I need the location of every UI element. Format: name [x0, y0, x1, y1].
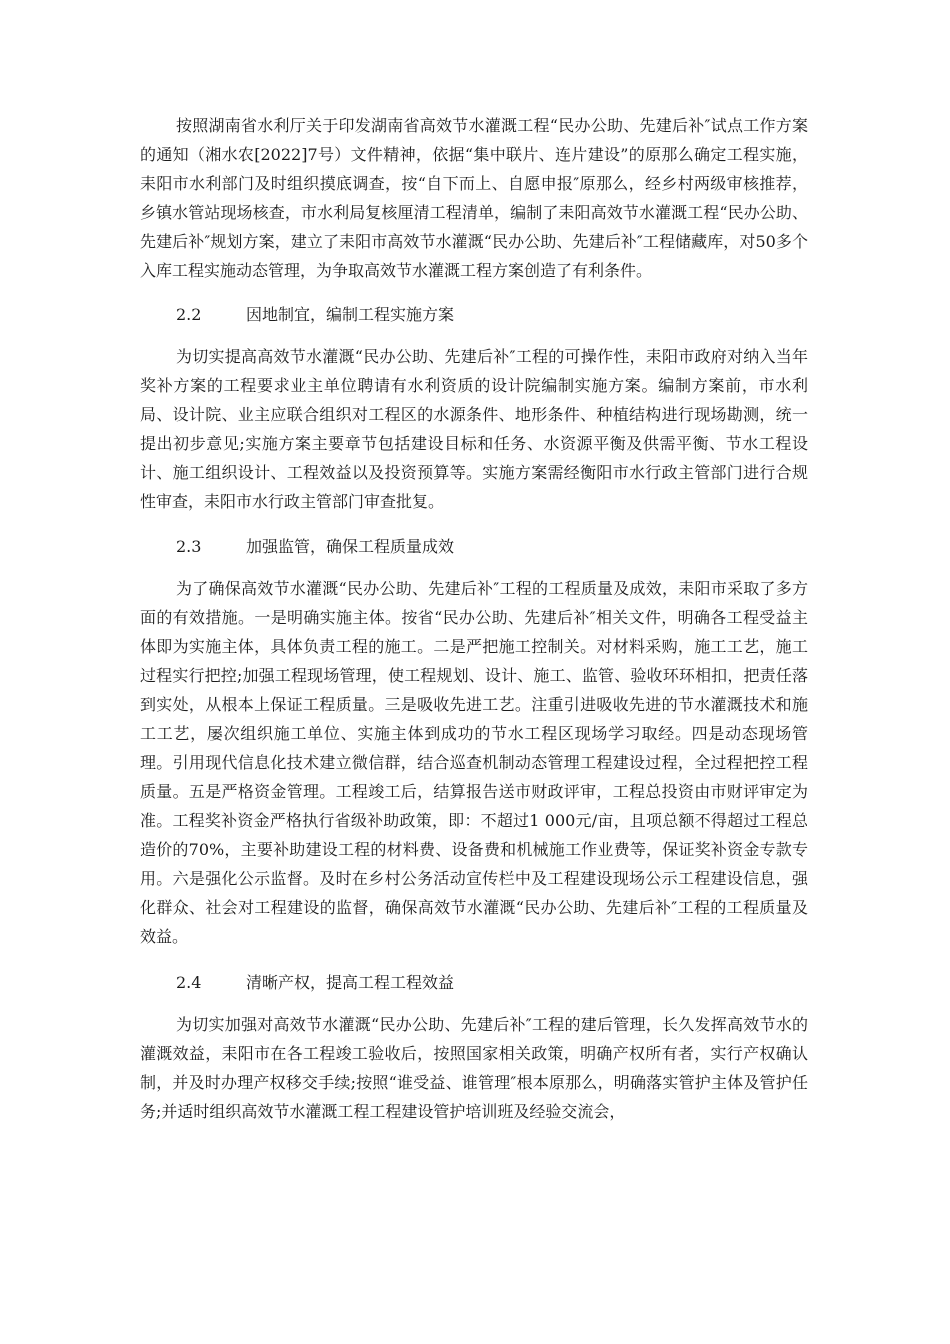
paragraph-intro: 按照湖南省水利厅关于印发湖南省高效节水灌溉工程“民办公助、先建后补″试点工作方案的通知（湘水农[2022]7号）文件精神，依据“集中联片、连片建设”的原那么确定工程实施，耒阳市水利部门及时组织摸底调查，按“自下而上、自愿申报″原那么，经乡村两级审核推荐，乡镇水管站现场核查，市水利局复核厘清工程清单，编制了耒阳高效节水灌溉工程“民办公助、先建后补″规划方案，建立了耒阳市高效节水灌溉“民办公助、先建后补″工程储藏库，对50多个入库工程实施动态管理，为争取高效节水灌溉工程方案创造了有利条件。 — [140, 116, 808, 280]
section-title: 清晰产权，提高工程工程效益 — [246, 973, 455, 992]
paragraph-section-2-2: 为切实提高高效节水灌溉“民办公助、先建后补″工程的可操作性，耒阳市政府对纳入当年奖补方案的工程要求业主单位聘请有水利资质的设计院编制实施方案。编制方案前，市水利局、设计院、业主应联合组织对工程区的水源条件、地形条件、种植结构进行现场勘测，统一提出初步意见;实施方案主要章节包括建设目标和任务、水资源平衡及供需平衡、节水工程设计、施工组织设计、工程效益以及投资预算等。实施方案需经衡阳市水行政主管部门进行合规性审查，耒阳市水行政主管部门审查批复。 — [140, 347, 808, 511]
section-heading-2-4 — [140, 968, 808, 997]
section-title: 加强监管，确保工程质量成效 — [246, 537, 455, 556]
section-number: 2.3 — [176, 537, 202, 556]
document-body — [140, 111, 808, 1126]
section-number: 2.4 — [176, 973, 202, 992]
paragraph-section-2-3: 为了确保高效节水灌溉“民办公助、先建后补″工程的工程质量及成效，耒阳市采取了多方面的有效措施。一是明确实施主体。按省“民办公助、先建后补″相关文件，明确各工程受益主体即为实施主体，具体负责工程的施工。二是严把施工控制关。对材料采购，施工工艺，施工过程实行把控;加强工程现场管理，使工程规划、设计、施工、监管、验收环环相扣，把责任落到实处，从根本上保证工程质量。三是吸收先进工艺。注重引进吸收先进的节水灌溉技术和施工工艺，屡次组织施工单位、实施主体到成功的节水工程区现场学习取经。四是动态现场管理。引用现代信息化技术建立微信群，结合巡查机制动态管理工程建设过程，全过程把控工程质量。五是严格资金管理。工程竣工后，结算报告送市财政评审，工程总投资由市财评审定为准。工程奖补资金严格执行省级补助政策，即：不超过1 000元/亩，且项总额不得超过工程总造价的70%，主要补助建设工程的材料费、设备费和机械施工作业费等，保证奖补资金专款专用。六是强化公示监督。及时在乡村公务活动宣传栏中及工程建设现场公示工程建设信息，强化群众、社会对工程建设的监督，确保高效节水灌溉“民办公助、先建后补″工程的工程质量及效益。 — [140, 579, 808, 946]
paragraph-section-2-4: 为切实加强对高效节水灌溉“民办公助、先建后补″工程的建后管理，长久发挥高效节水的灌溉效益，耒阳市在各工程竣工验收后，按照国家相关政策，明确产权所有者，实行产权确认制，并及时办理产权移交手续;按照“谁受益、谁管理″根本原那么，明确落实管护主体及管护任务;并适时组织高效节水灌溉工程工程建设管护培训班及经验交流会， — [140, 1015, 808, 1121]
section-heading-2-2 — [140, 300, 808, 329]
section-title: 因地制宜，编制工程实施方案 — [246, 305, 455, 324]
section-heading-2-3 — [140, 532, 808, 561]
section-number: 2.2 — [176, 305, 202, 324]
